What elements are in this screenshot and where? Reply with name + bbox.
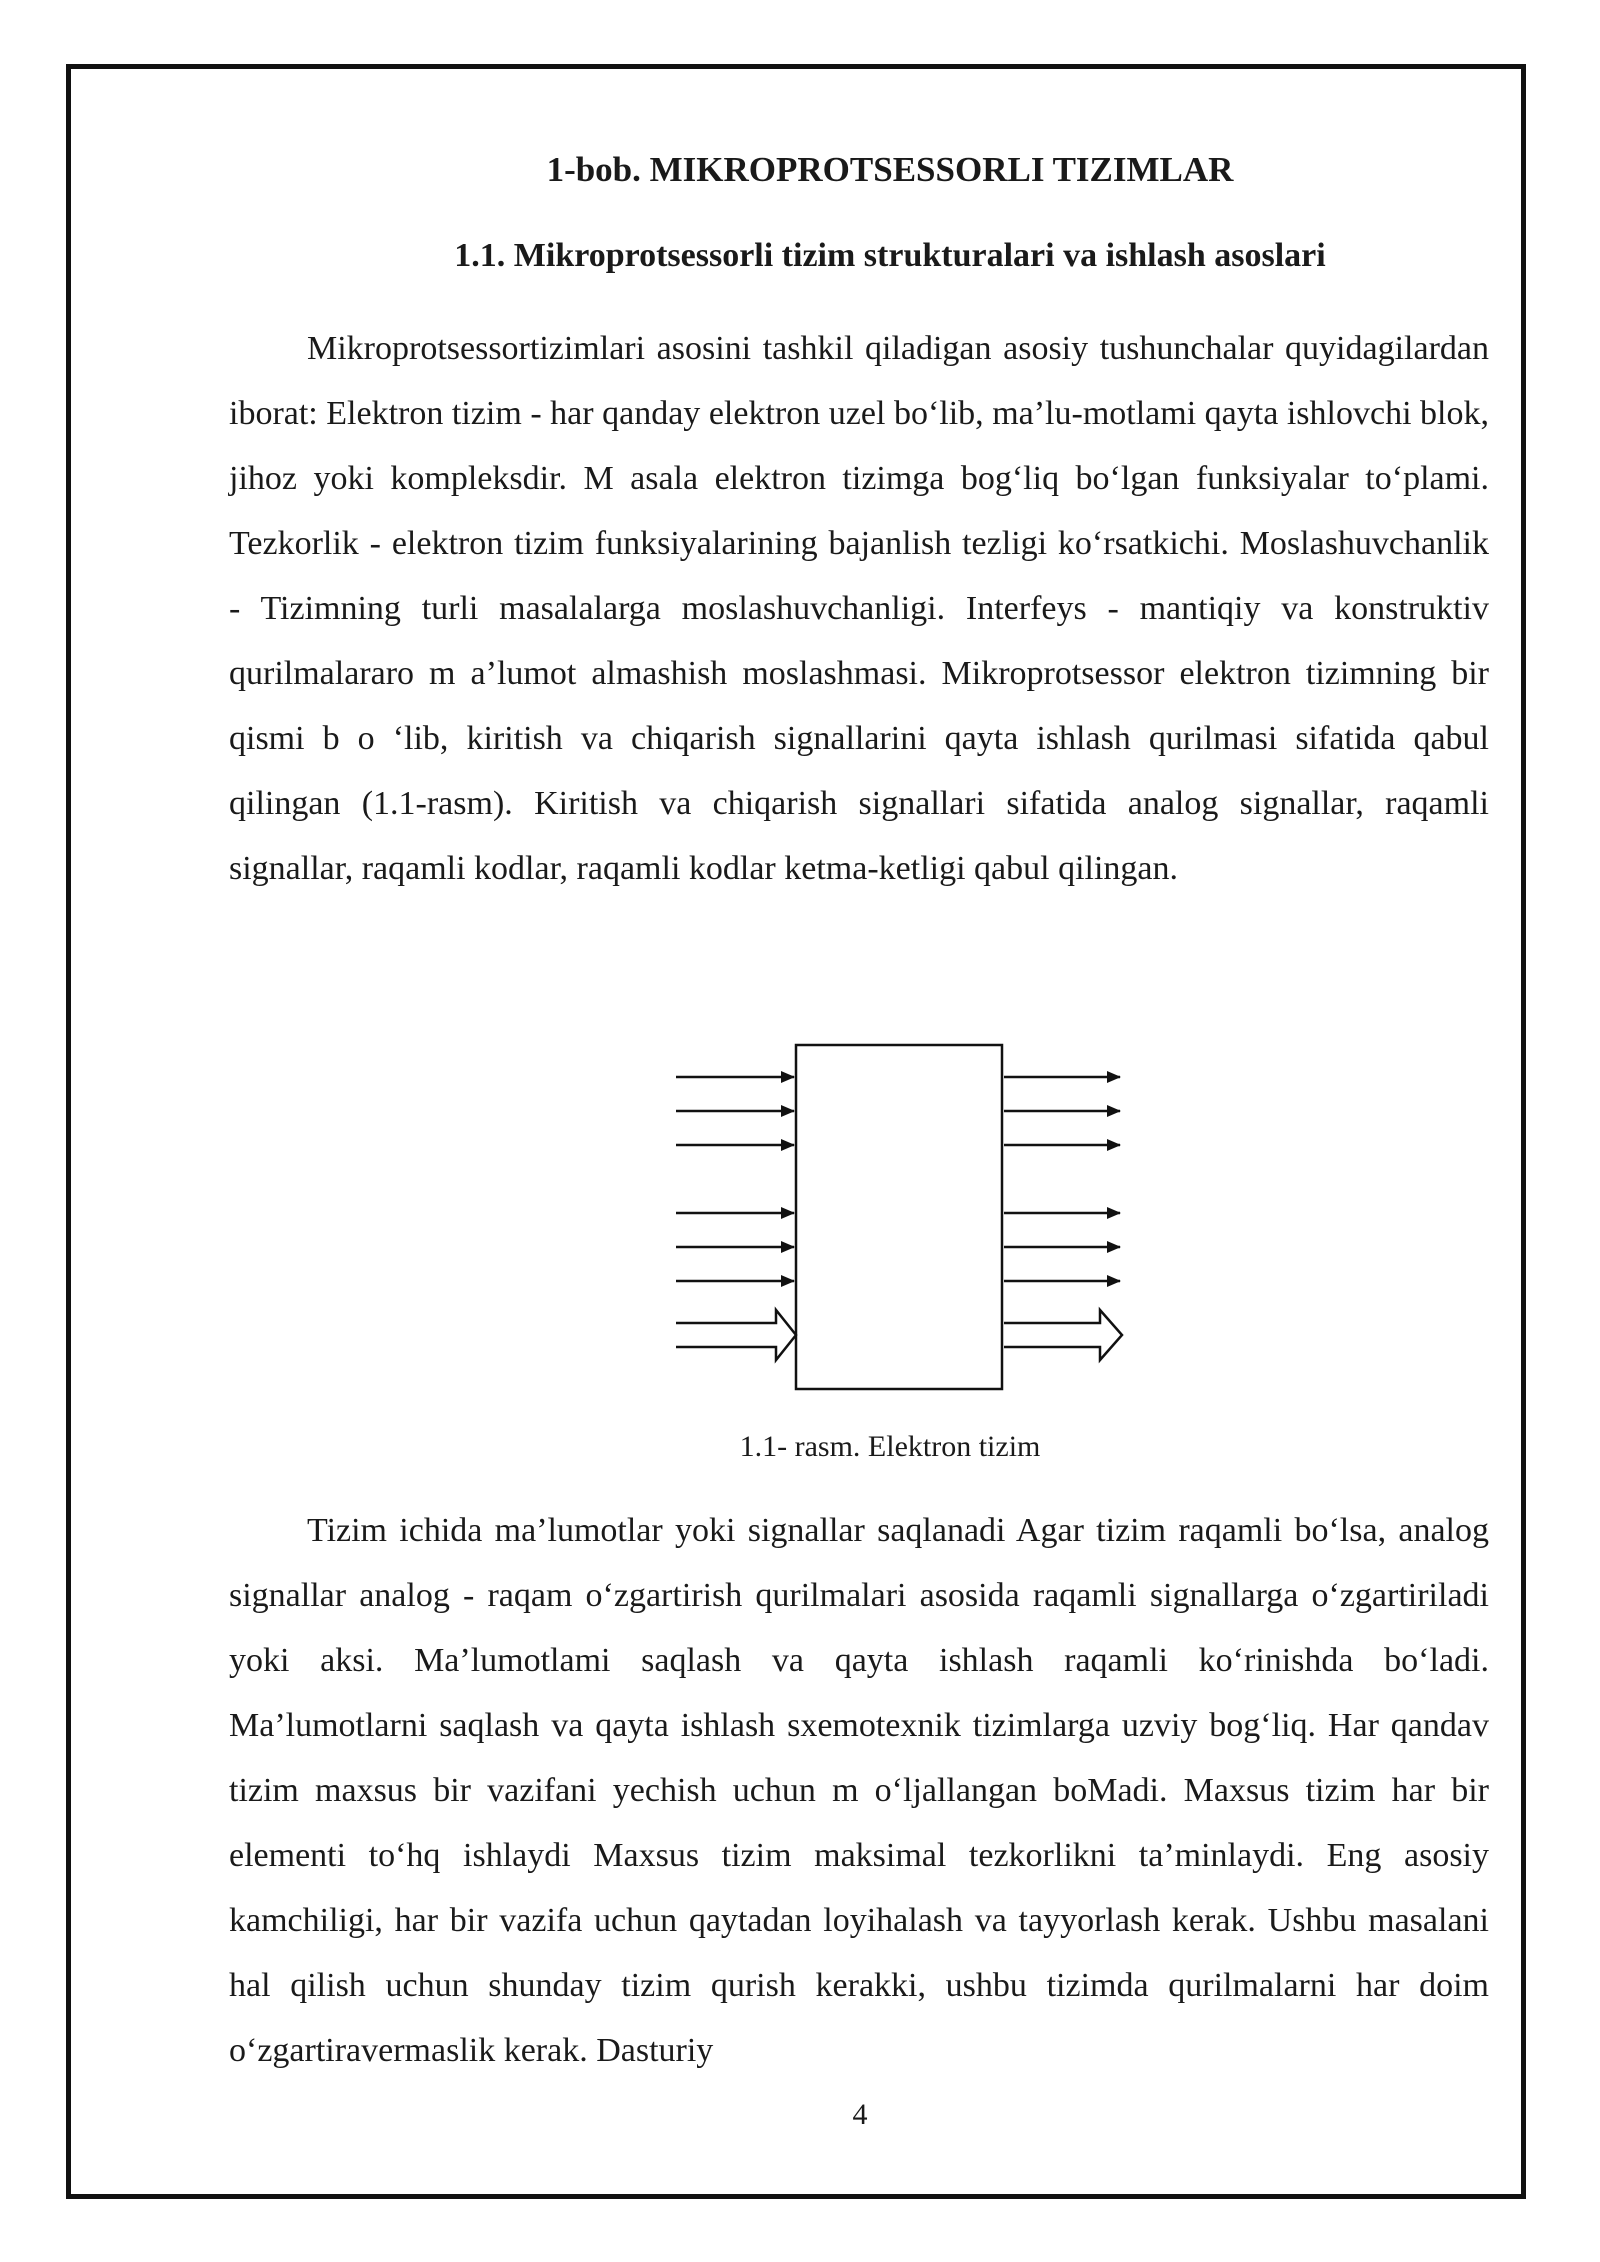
section-title: 1.1. Mikroprotsessorli tizim strukturalari va ishlash asoslari [454, 237, 1326, 274]
chapter-title: 1-bob. MIKROPROTSESSORLI TIZIMLAR [546, 150, 1234, 189]
body-paragraph-1: Mikroprotsessortizimlari asosini tashkil qiladigan asosiy tushunchalar quyidagilardan iborat: Elektron tizim - har qanday elektron uzel bo‘lib, ma’lu-motlami qayta ishlovchi blok, jihoz yoki kompleksdir. M asala elektron tizimga bog‘liq bo‘lgan funksiyalar to‘plami. Tezkorlik - elektron tizim funksiyalarining bajanlish tezligi ko‘rsatkichi. Moslashuvchanlik - Tizimning turli masalalarga moslashuvchanligi. Interfeys - mantiqiy va konstruktiv qurilmalararo m a’lumot almashish moslashmasi. Mikroprotsessor elektron tizimning bir qismi b o ‘lib, kiritish va chiqarish signallarini qayta ishlash qurilmasi sifatida qabul qilingan (1.1-rasm). Kiritish va chiqarish signallari sifatida analog signallar, raqamli signallar, raqamli kodlar, raqamli kodlar ketma-ketligi qabul qilingan. [229, 330, 1489, 887]
figure-caption: 1.1- rasm. Elektron tizim [739, 1430, 1041, 1463]
input-bus-arrow [676, 1310, 796, 1360]
body-paragraph-2: Tizim ichida ma’lumotlar yoki signallar saqlanadi Agar tizim raqamli bo‘lsa, analog signallar analog - raqam o‘zgartirish qurilmalari asosida raqamli signallarga o‘zgartiriladi yoki aksi. Ma’lumotlami saqlash va qayta ishlash raqamli ko‘rinishda bo‘ladi. Ma’lumotlarni saqlash va qayta ishlash sxemotexnik tizimlarga uzviy bog‘liq. Har qandav tizim maxsus bir vazifani yechish uchun m o‘ljallangan boMadi. Maxsus tizim har bir elementi to‘hq ishlaydi Maxsus tizim maksimal tezkorlikni ta’minlaydi. Eng asosiy kamchiligi, har bir vazifa uchun qaytadan loyihalash va tayyorlash kerak. Ushbu masalani hal qilish uchun shunday tizim qurish kerakki, ushbu tizimda qurilmalarni har doim o‘zgartiravermaslik kerak. Dasturiy [229, 1512, 1489, 2069]
page-number: 4 [852, 2098, 868, 2131]
system-block [796, 1045, 1002, 1389]
electronic-system-diagram [660, 1030, 1140, 1400]
output-bus-arrow [1004, 1310, 1122, 1360]
